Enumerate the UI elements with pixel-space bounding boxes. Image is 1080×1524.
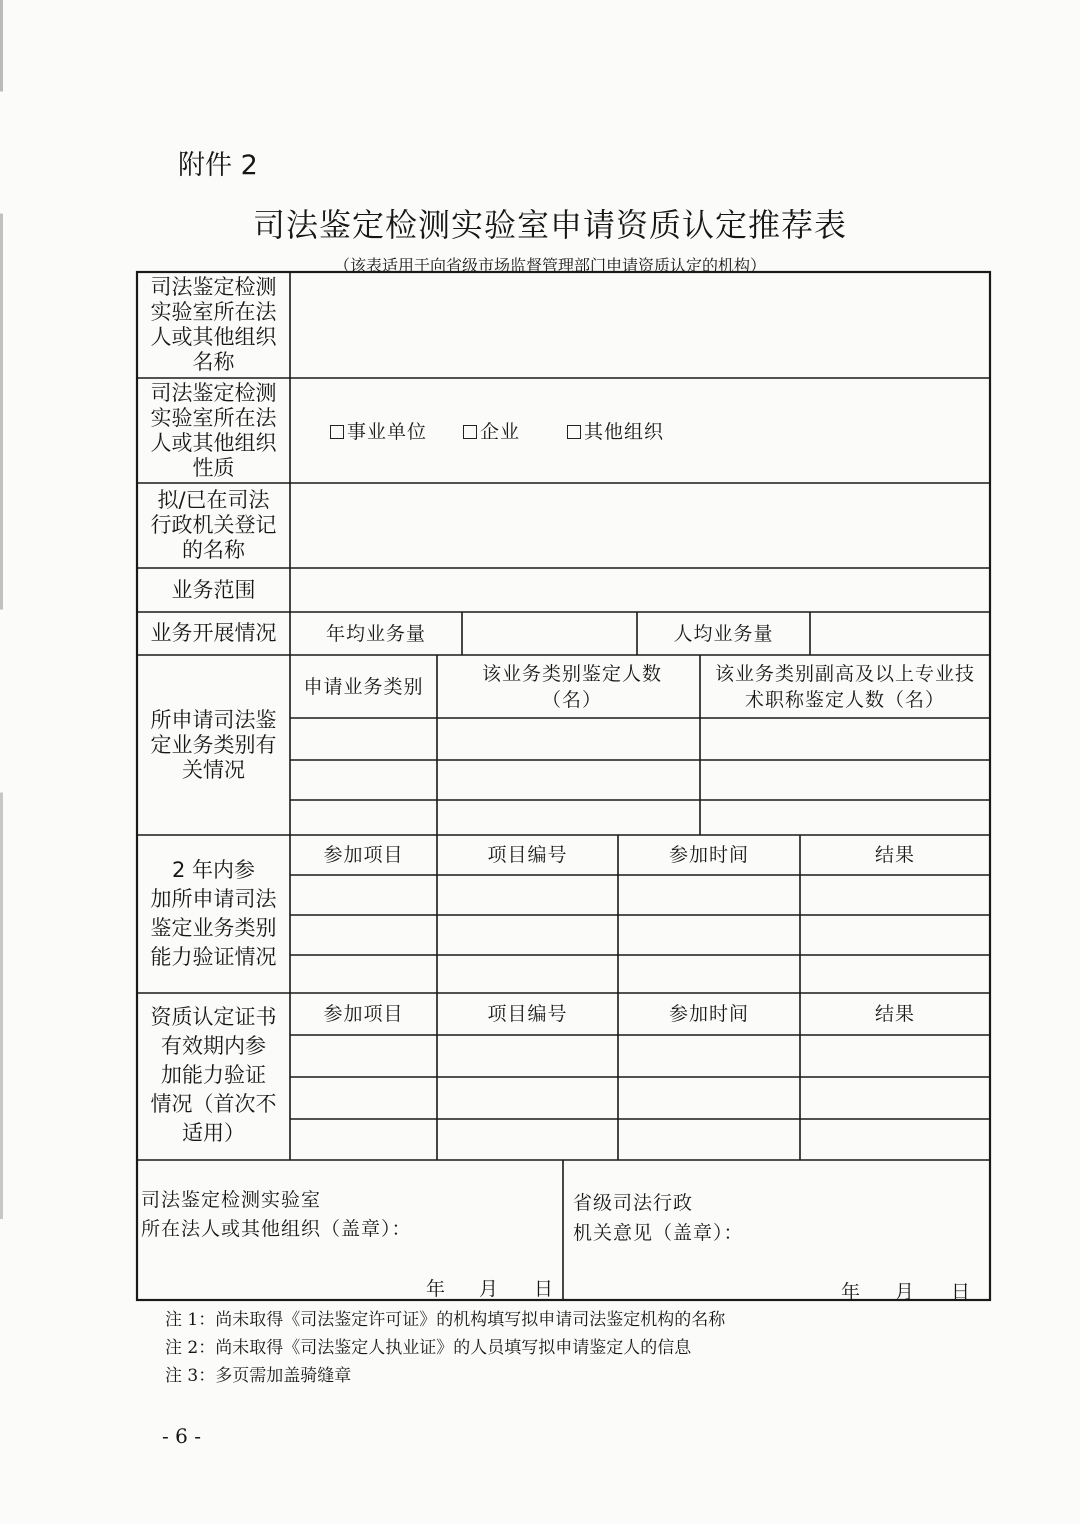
checkbox-other-organization[interactable]	[567, 425, 581, 439]
form-subtitle: （该表适用于向省级市场监督管理部门申请资质认定的机构）	[333, 256, 766, 275]
option-enterprise[interactable]: 企业	[463, 418, 520, 446]
option-public-institution[interactable]: 事业单位	[330, 418, 427, 446]
business-scope-label: 业务范围	[171, 577, 256, 602]
pt2-header-result: 结果	[874, 844, 915, 866]
pt2-header-time: 参加时间	[668, 844, 749, 866]
notes	[165, 1306, 725, 1390]
pt-cert-label: 资质认定证书 有效期内参 加能力验证 情况（首次不 适用）	[150, 1004, 277, 1145]
left-date-day: 日	[533, 1278, 554, 1300]
pt-two-year-label: 2 年内参 加所申请司法 鉴定业务类别 能力验证情况	[150, 858, 277, 969]
org-nature-label: 司法鉴定检测 实验室所在法 人或其他组织 性质	[150, 380, 277, 480]
org-name-field[interactable]	[292, 274, 988, 376]
categories-label: 所申请司法鉴 定业务类别有 关情况	[150, 707, 277, 782]
registered-name-field[interactable]	[292, 485, 988, 566]
left-date-month: 月	[478, 1278, 499, 1300]
option-other-organization[interactable]: 其他组织	[567, 418, 664, 446]
annual-volume-field[interactable]	[464, 614, 635, 653]
ptc-header-number: 项目编号	[487, 1003, 568, 1025]
right-date-year: 年	[840, 1281, 861, 1303]
pt2-header-number: 项目编号	[487, 844, 568, 866]
org-name-label: 司法鉴定检测 实验室所在法 人或其他组织 名称	[150, 275, 277, 374]
left-signature-line2: 所在法人或其他组织（盖章）：	[141, 1218, 412, 1240]
ptc-header-result: 结果	[874, 1003, 915, 1025]
left-signature-line1: 司法鉴定检测实验室	[141, 1189, 322, 1211]
right-signature-line1: 省级司法行政	[573, 1192, 694, 1214]
note-1: 注 1：尚未取得《司法鉴定许可证》的机构填写拟申请司法鉴定机构的名称	[165, 1310, 726, 1330]
header-category: 申请业务类别	[303, 675, 424, 698]
right-date-month: 月	[894, 1281, 915, 1303]
per-capita-volume-field[interactable]	[812, 614, 988, 653]
annual-volume-label: 年均业务量	[325, 622, 426, 645]
ptc-header-time: 参加时间	[668, 1003, 749, 1025]
note-3: 注 3：多页需加盖骑缝章	[165, 1366, 352, 1386]
attachment-label: 附件 2	[178, 150, 258, 181]
per-capita-volume-label: 人均业务量	[673, 622, 774, 645]
page-number: - 6 -	[162, 1424, 201, 1448]
form-title: 司法鉴定检测实验室申请资质认定推荐表	[252, 206, 847, 244]
header-senior-expert-count: 该业务类别副高及以上专业技术职称鉴定人数（名）	[714, 663, 975, 711]
checkbox-enterprise[interactable]	[463, 425, 477, 439]
business-scope-field[interactable]	[292, 570, 988, 610]
checkbox-public-institution[interactable]	[330, 425, 344, 439]
registered-name-label: 拟/已在司法 行政机关登记 的名称	[150, 488, 277, 562]
ptc-header-project: 参加项目	[323, 1003, 404, 1025]
pt2-header-project: 参加项目	[323, 844, 404, 866]
header-expert-count: 该业务类别鉴定人数（名）	[481, 663, 662, 711]
business-status-label: 业务开展情况	[150, 621, 277, 645]
right-date-day: 日	[950, 1281, 971, 1303]
left-date-year: 年	[425, 1278, 446, 1300]
right-signature-line2: 机关意见（盖章）：	[573, 1222, 744, 1244]
note-2: 注 2：尚未取得《司法鉴定人执业证》的人员填写拟申请鉴定人的信息	[165, 1338, 692, 1358]
